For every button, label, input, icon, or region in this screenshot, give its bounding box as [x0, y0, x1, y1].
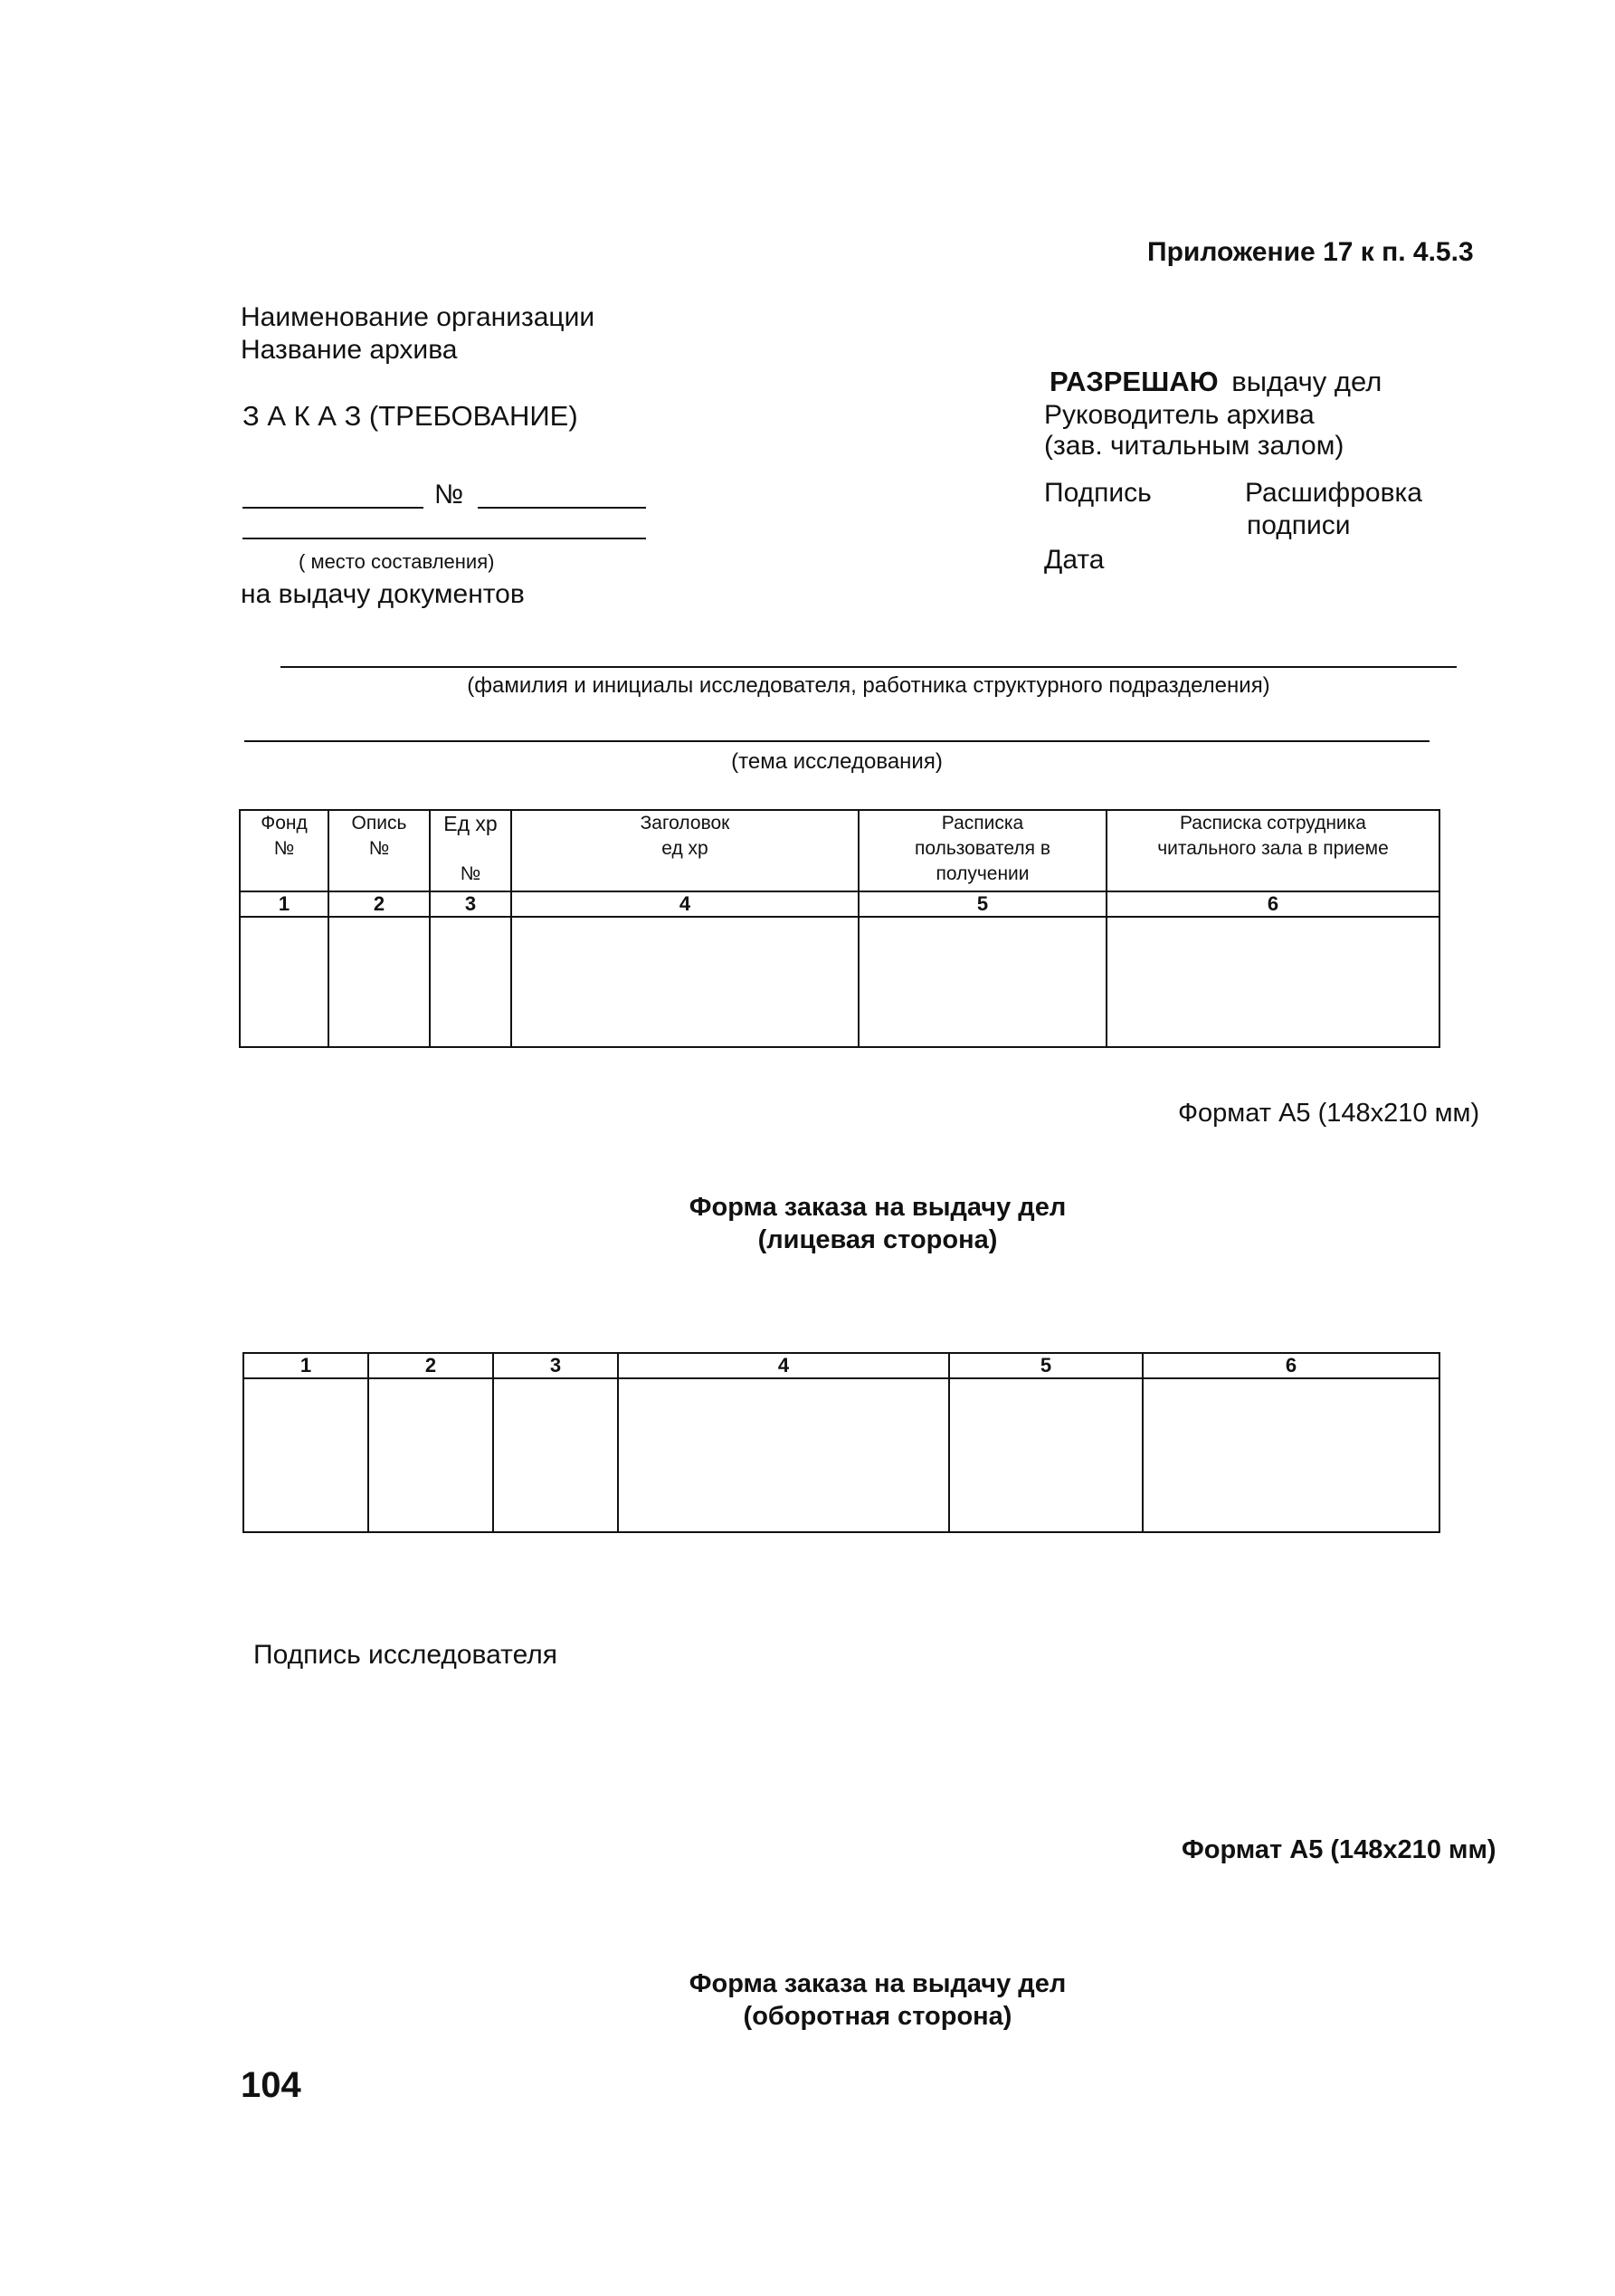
header-title-l1: Заголовок [640, 813, 730, 834]
date-label: Дата [1044, 545, 1105, 575]
col-number: 4 [511, 891, 859, 917]
permit-title [1050, 366, 1382, 398]
researcher-signature: Подпись исследователя [253, 1640, 558, 1670]
topic-caption: (тема исследования) [731, 749, 943, 774]
table-header-row [240, 810, 1439, 891]
table-cell [1107, 917, 1439, 1047]
order-date-line [242, 507, 423, 509]
place-caption: ( место составления) [299, 550, 495, 573]
page-number: 104 [241, 2065, 301, 2105]
permit-rest: выдачу дел [1231, 366, 1382, 397]
table-cell [511, 917, 859, 1047]
back-caption-2: (оборотная сторона) [743, 2002, 1012, 2031]
for-issue-docs: на выдачу документов [241, 579, 525, 609]
header-user-receipt-l1: Расписка [941, 813, 1024, 834]
order-table-back [242, 1352, 1440, 1533]
col-number: 1 [243, 1353, 368, 1378]
decode-label-1: Расшифровка [1245, 478, 1422, 508]
col-number: 2 [328, 891, 430, 917]
header-fond [240, 810, 328, 891]
col-number: 1 [240, 891, 328, 917]
col-number: 3 [430, 891, 511, 917]
table-cell [859, 917, 1107, 1047]
table-cell [328, 917, 430, 1047]
col-number: 6 [1143, 1353, 1439, 1378]
table-cell [243, 1378, 368, 1532]
header-edhr [430, 810, 511, 891]
header-staff-receipt-l2: читального зала в приеме [1157, 838, 1389, 859]
table-body-row [240, 917, 1439, 1047]
table-number-row [240, 891, 1439, 917]
order-table-front [239, 809, 1440, 1048]
col-number: 2 [368, 1353, 493, 1378]
format-label-2: Формат А5 (148x210 мм) [1182, 1835, 1496, 1864]
table-cell [240, 917, 328, 1047]
decode-label-2: подписи [1247, 510, 1351, 540]
header-opis-l2: № [368, 838, 390, 859]
researcher-caption: (фамилия и инициалы исследователя, работника структурного подразделения) [467, 673, 1270, 698]
number-sign: № [434, 480, 464, 510]
table-cell [368, 1378, 493, 1532]
signature-label: Подпись [1044, 478, 1152, 508]
header-fond-l2: № [273, 838, 295, 859]
header-staff-receipt [1107, 810, 1439, 891]
table-cell [618, 1378, 949, 1532]
table-body-row [243, 1378, 1439, 1532]
header-opis-l1: Опись [351, 813, 407, 834]
header-opis [328, 810, 430, 891]
header-edhr-l1: Ед хр [443, 812, 498, 835]
header-title-l2: ед хр [661, 838, 708, 859]
archive-head: Руководитель архива [1044, 400, 1315, 430]
col-number: 5 [949, 1353, 1143, 1378]
order-number-line [478, 507, 646, 509]
permit-bold: РАЗРЕШАЮ [1050, 366, 1219, 397]
archive-head-sub: (зав. читальным залом) [1044, 431, 1344, 461]
header-staff-receipt-l1: Расписка сотрудника [1180, 813, 1366, 834]
front-caption-2: (лицевая сторона) [757, 1225, 998, 1254]
header-user-receipt-l2: пользователя в [915, 838, 1050, 859]
header-fond-l1: Фонд [261, 813, 308, 834]
header-edhr-l3: № [460, 863, 481, 884]
back-caption-1: Форма заказа на выдачу дел [689, 1969, 1067, 1998]
table-cell [493, 1378, 618, 1532]
table-cell [430, 917, 511, 1047]
front-caption-1: Форма заказа на выдачу дел [689, 1193, 1067, 1222]
place-line [242, 538, 646, 539]
table-cell [949, 1378, 1143, 1532]
org-name: Наименование организации [241, 302, 595, 332]
col-number: 4 [618, 1353, 949, 1378]
col-number: 5 [859, 891, 1107, 917]
order-title: З А К А З (ТРЕБОВАНИЕ) [242, 400, 578, 432]
col-number: 6 [1107, 891, 1439, 917]
header-user-receipt-l3: получении [936, 863, 1030, 884]
col-number: 3 [493, 1353, 618, 1378]
header-user-receipt [859, 810, 1107, 891]
table-cell [1143, 1378, 1439, 1532]
header-title [511, 810, 859, 891]
table-number-row [243, 1353, 1439, 1378]
topic-line [244, 740, 1430, 742]
format-label-1: Формат А5 (148x210 мм) [1178, 1099, 1480, 1128]
appendix-label: Приложение 17 к п. 4.5.3 [1147, 237, 1474, 267]
archive-name: Название архива [241, 335, 458, 365]
researcher-line [280, 666, 1457, 668]
